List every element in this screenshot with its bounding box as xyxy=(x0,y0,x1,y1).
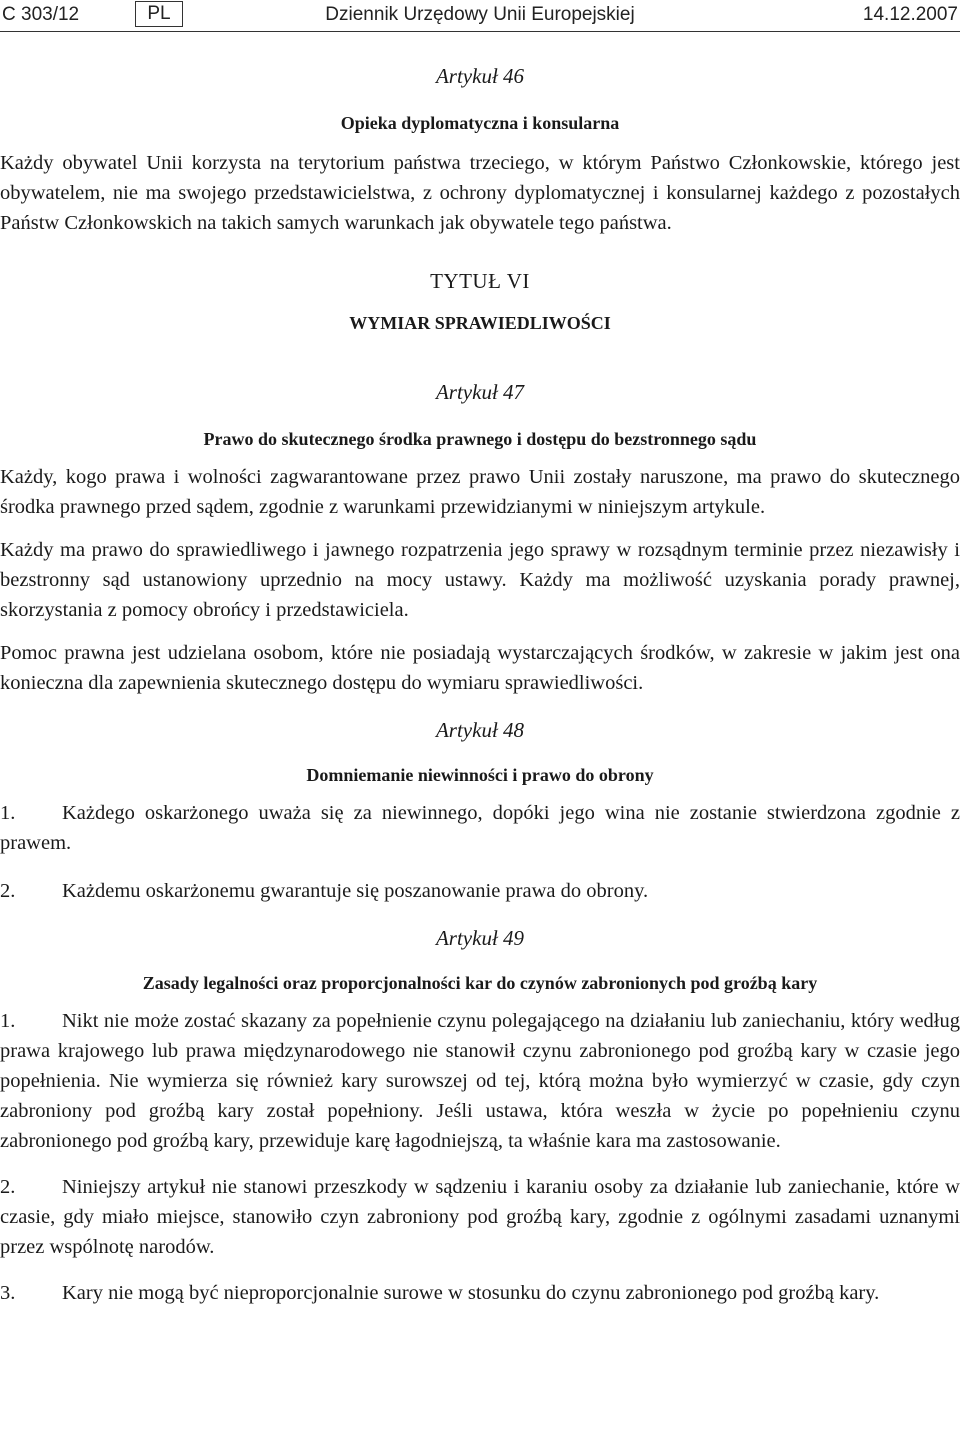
article-47-heading: Prawo do skutecznego środka prawnego i dostępu do bezstronnego sądu xyxy=(203,429,757,449)
article-47-paragraph-1: Każdy, kogo prawa i wolności zagwarantowane przez prawo Unii zostały naruszone, ma prawo do skutecznego środka prawnego przed sądem, zgodnie z warunkami przewidzianymi w niniejszym artykule. xyxy=(0,466,960,518)
title-vi-label: TYTUŁ VI xyxy=(430,269,530,293)
article-49-item-2 xyxy=(0,1172,960,1262)
journal-title: Dziennik Urzędowy Unii Europejskiej xyxy=(325,4,635,25)
item-number: 1. xyxy=(0,1010,16,1032)
title-vi-name: WYMIAR SPRAWIEDLIWOŚCI xyxy=(349,313,611,333)
article-49-title: Artykuł 49 xyxy=(435,926,525,950)
article-46-paragraph: Każdy obywatel Unii korzysta na terytorium państwa trzeciego, w którym Państwo Członkowskie, którego jest obywatelem, nie ma swojego przedstawicielstwa, z ochrony dyplomatycznej i konsularnej każdego z pozostałych Państw Członkowskich na takich samych warunkach jak obywatele tego państwa. xyxy=(0,152,960,234)
language-badge: PL xyxy=(135,1,183,27)
article-49-heading: Zasady legalności oraz proporcjonalności kar do czynów zabronionych pod groźbą kary xyxy=(142,973,818,993)
item-number: 2. xyxy=(0,1176,16,1198)
article-48-item-2 xyxy=(0,876,960,906)
header-divider xyxy=(0,31,960,32)
page-header xyxy=(0,0,960,32)
article-48-item-1 xyxy=(0,798,960,858)
article-46-title: Artykuł 46 xyxy=(435,64,525,88)
article-47-paragraph-3: Pomoc prawna jest udzielana osobom, które nie posiadają wystarczających środków, w zakresie w jakim jest ona konieczna dla zapewnienia skutecznego dostępu do wymiaru sprawiedliwości. xyxy=(0,642,960,694)
item-text: Kary nie mogą być nieproporcjonalnie surowe w stosunku do czynu zabronionego pod groźbą kary. xyxy=(62,1282,880,1304)
article-49-item-1 xyxy=(0,1006,960,1156)
item-number: 3. xyxy=(0,1282,16,1304)
item-number: 2. xyxy=(0,880,16,902)
item-text: Nikt nie może zostać skazany za popełnienie czynu polegającego na działaniu lub zaniechaniu, który według prawa krajowego lub prawa międzynarodowego nie stanowił czynu zabronionego pod groźbą kary w czasie jego popełnienia. Nie wymierza się również kary surowszej od tej, którą można było wymierzyć w czasie, gdy czyn zabroniony pod groźbą kary został popełniony. Jeśli ustawa, która weszła w życie po popełnieniu czynu zabronionego pod groźbą kary, przewiduje karę łagodniejszą, ta właśnie kara ma zastosowanie. xyxy=(0,1010,960,1152)
article-46-heading: Opieka dyplomatyczna i konsularna xyxy=(340,113,620,133)
item-number: 1. xyxy=(0,802,16,824)
publication-date: 14.12.2007 xyxy=(862,4,958,25)
item-text: Niniejszy artykuł nie stanowi przeszkody w sądzeniu i karaniu osoby za działanie lub zaniechanie, które w czasie, gdy miało miejsce, stanowiło czyn zabroniony pod groźbą kary, zgodnie z ogólnymi zasadami uznanymi przez wspólnotę narodów. xyxy=(0,1176,960,1258)
article-49-item-3 xyxy=(0,1278,960,1308)
item-text: Każdego oskarżonego uważa się za niewinnego, dopóki jego wina nie zostanie stwierdzona zgodnie z prawem. xyxy=(0,802,960,854)
article-47-paragraph-2: Każdy ma prawo do sprawiedliwego i jawnego rozpatrzenia jego sprawy w rozsądnym terminie przez niezawisły i bezstronny sąd ustanowiony uprzednio na mocy ustawy. Każdy ma możliwość uzyskania porady prawnej, skorzystania z pomocy obrońcy i przedstawiciela. xyxy=(0,539,960,621)
issue-number: C 303/12 xyxy=(2,4,80,25)
item-text: Każdemu oskarżonemu gwarantuje się poszanowanie prawa do obrony. xyxy=(62,880,649,902)
document-body xyxy=(0,46,960,1308)
article-48-title: Artykuł 48 xyxy=(435,718,525,742)
article-48-heading: Domniemanie niewinności i prawo do obrony xyxy=(306,765,654,785)
article-47-title: Artykuł 47 xyxy=(435,380,525,404)
